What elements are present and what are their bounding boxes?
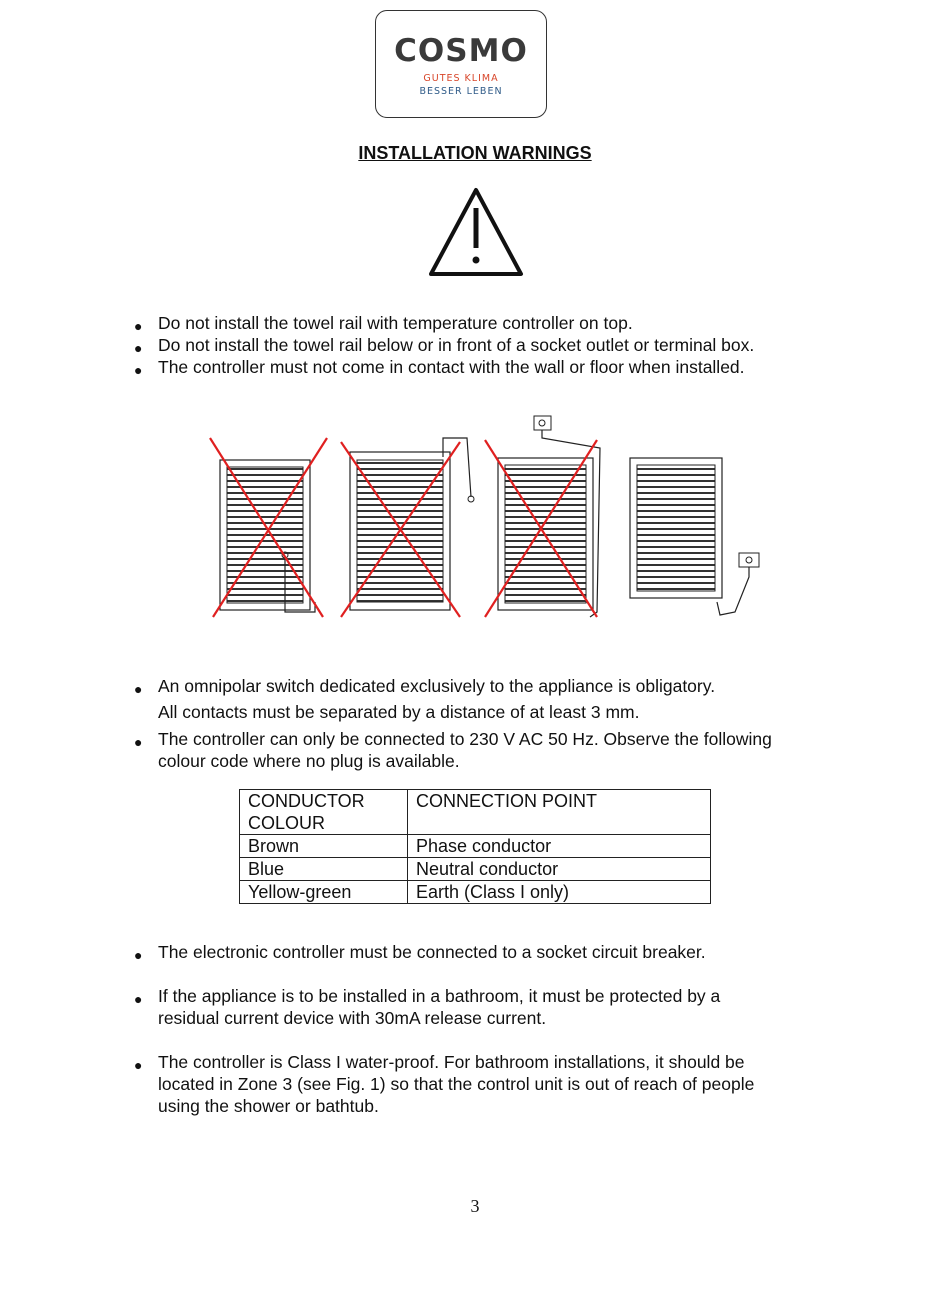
bullet-marker: ● <box>134 681 143 697</box>
bullet-marker: ● <box>134 947 143 963</box>
table-cell: Earth (Class I only) <box>408 881 711 904</box>
bullet-marker: ● <box>134 991 143 1007</box>
list-item-continuation: using the shower or bathtub. <box>158 1096 379 1116</box>
table-cell: Blue <box>240 858 408 881</box>
bullet-marker: ● <box>134 318 143 334</box>
list-item: If the appliance is to be installed in a bathroom, it must be protected by a <box>158 986 721 1006</box>
logo-brand: COSMO <box>394 33 528 69</box>
installation-diagram <box>205 412 775 627</box>
towel-rail-panel-1 <box>220 460 315 612</box>
page-number: 3 <box>470 1196 480 1216</box>
table-row <box>240 858 711 881</box>
table-row <box>240 881 711 904</box>
list-item: Do not install the towel rail below or in front of a socket outlet or terminal box. <box>158 335 755 355</box>
cosmo-logo <box>375 10 547 118</box>
table-row <box>240 835 711 858</box>
logo-tagline-2: BESSER LEBEN <box>419 86 503 97</box>
list-item-continuation: All contacts must be separated by a distance of at least 3 mm. <box>158 702 640 722</box>
list-item-continuation: located in Zone 3 (see Fig. 1) so that the control unit is out of reach of people <box>158 1074 755 1094</box>
table-header-cell: CONNECTION POINT <box>408 790 711 835</box>
table-cell: Neutral conductor <box>408 858 711 881</box>
list-item: The controller must not come in contact with the wall or floor when installed. <box>158 357 745 377</box>
table-header-cell <box>240 790 408 835</box>
list-item-continuation: residual current device with 30mA release current. <box>158 1008 547 1028</box>
table-cell: Phase conductor <box>408 835 711 858</box>
conductor-colour-table <box>239 789 711 904</box>
page-title: INSTALLATION WARNINGS <box>358 143 592 163</box>
warning-triangle-icon <box>428 186 524 278</box>
bullet-marker: ● <box>134 734 143 750</box>
list-item: The controller is Class I water-proof. For bathroom installations, it should be <box>158 1052 745 1072</box>
header-text: COLOUR <box>248 813 326 833</box>
towel-rail-panel-4-correct <box>630 458 759 615</box>
table-cell: Yellow-green <box>240 881 408 904</box>
towel-rail-panel-2 <box>350 438 474 610</box>
list-item: The controller can only be connected to 230 V AC 50 Hz. Observe the following <box>158 729 772 749</box>
list-item: An omnipolar switch dedicated exclusively to the appliance is obligatory. <box>158 676 716 696</box>
bullet-marker: ● <box>134 1057 143 1073</box>
logo-tagline-1: GUTES KLIMA <box>423 73 499 84</box>
list-item: Do not install the towel rail with temperature controller on top. <box>158 313 633 333</box>
table-header-row <box>240 790 711 835</box>
header-text: CONDUCTOR <box>248 791 365 811</box>
list-item-continuation: colour code where no plug is available. <box>158 751 460 771</box>
table-cell: Brown <box>240 835 408 858</box>
bullet-marker: ● <box>134 340 143 356</box>
list-item: The electronic controller must be connected to a socket circuit breaker. <box>158 942 706 962</box>
bullet-marker: ● <box>134 362 143 378</box>
